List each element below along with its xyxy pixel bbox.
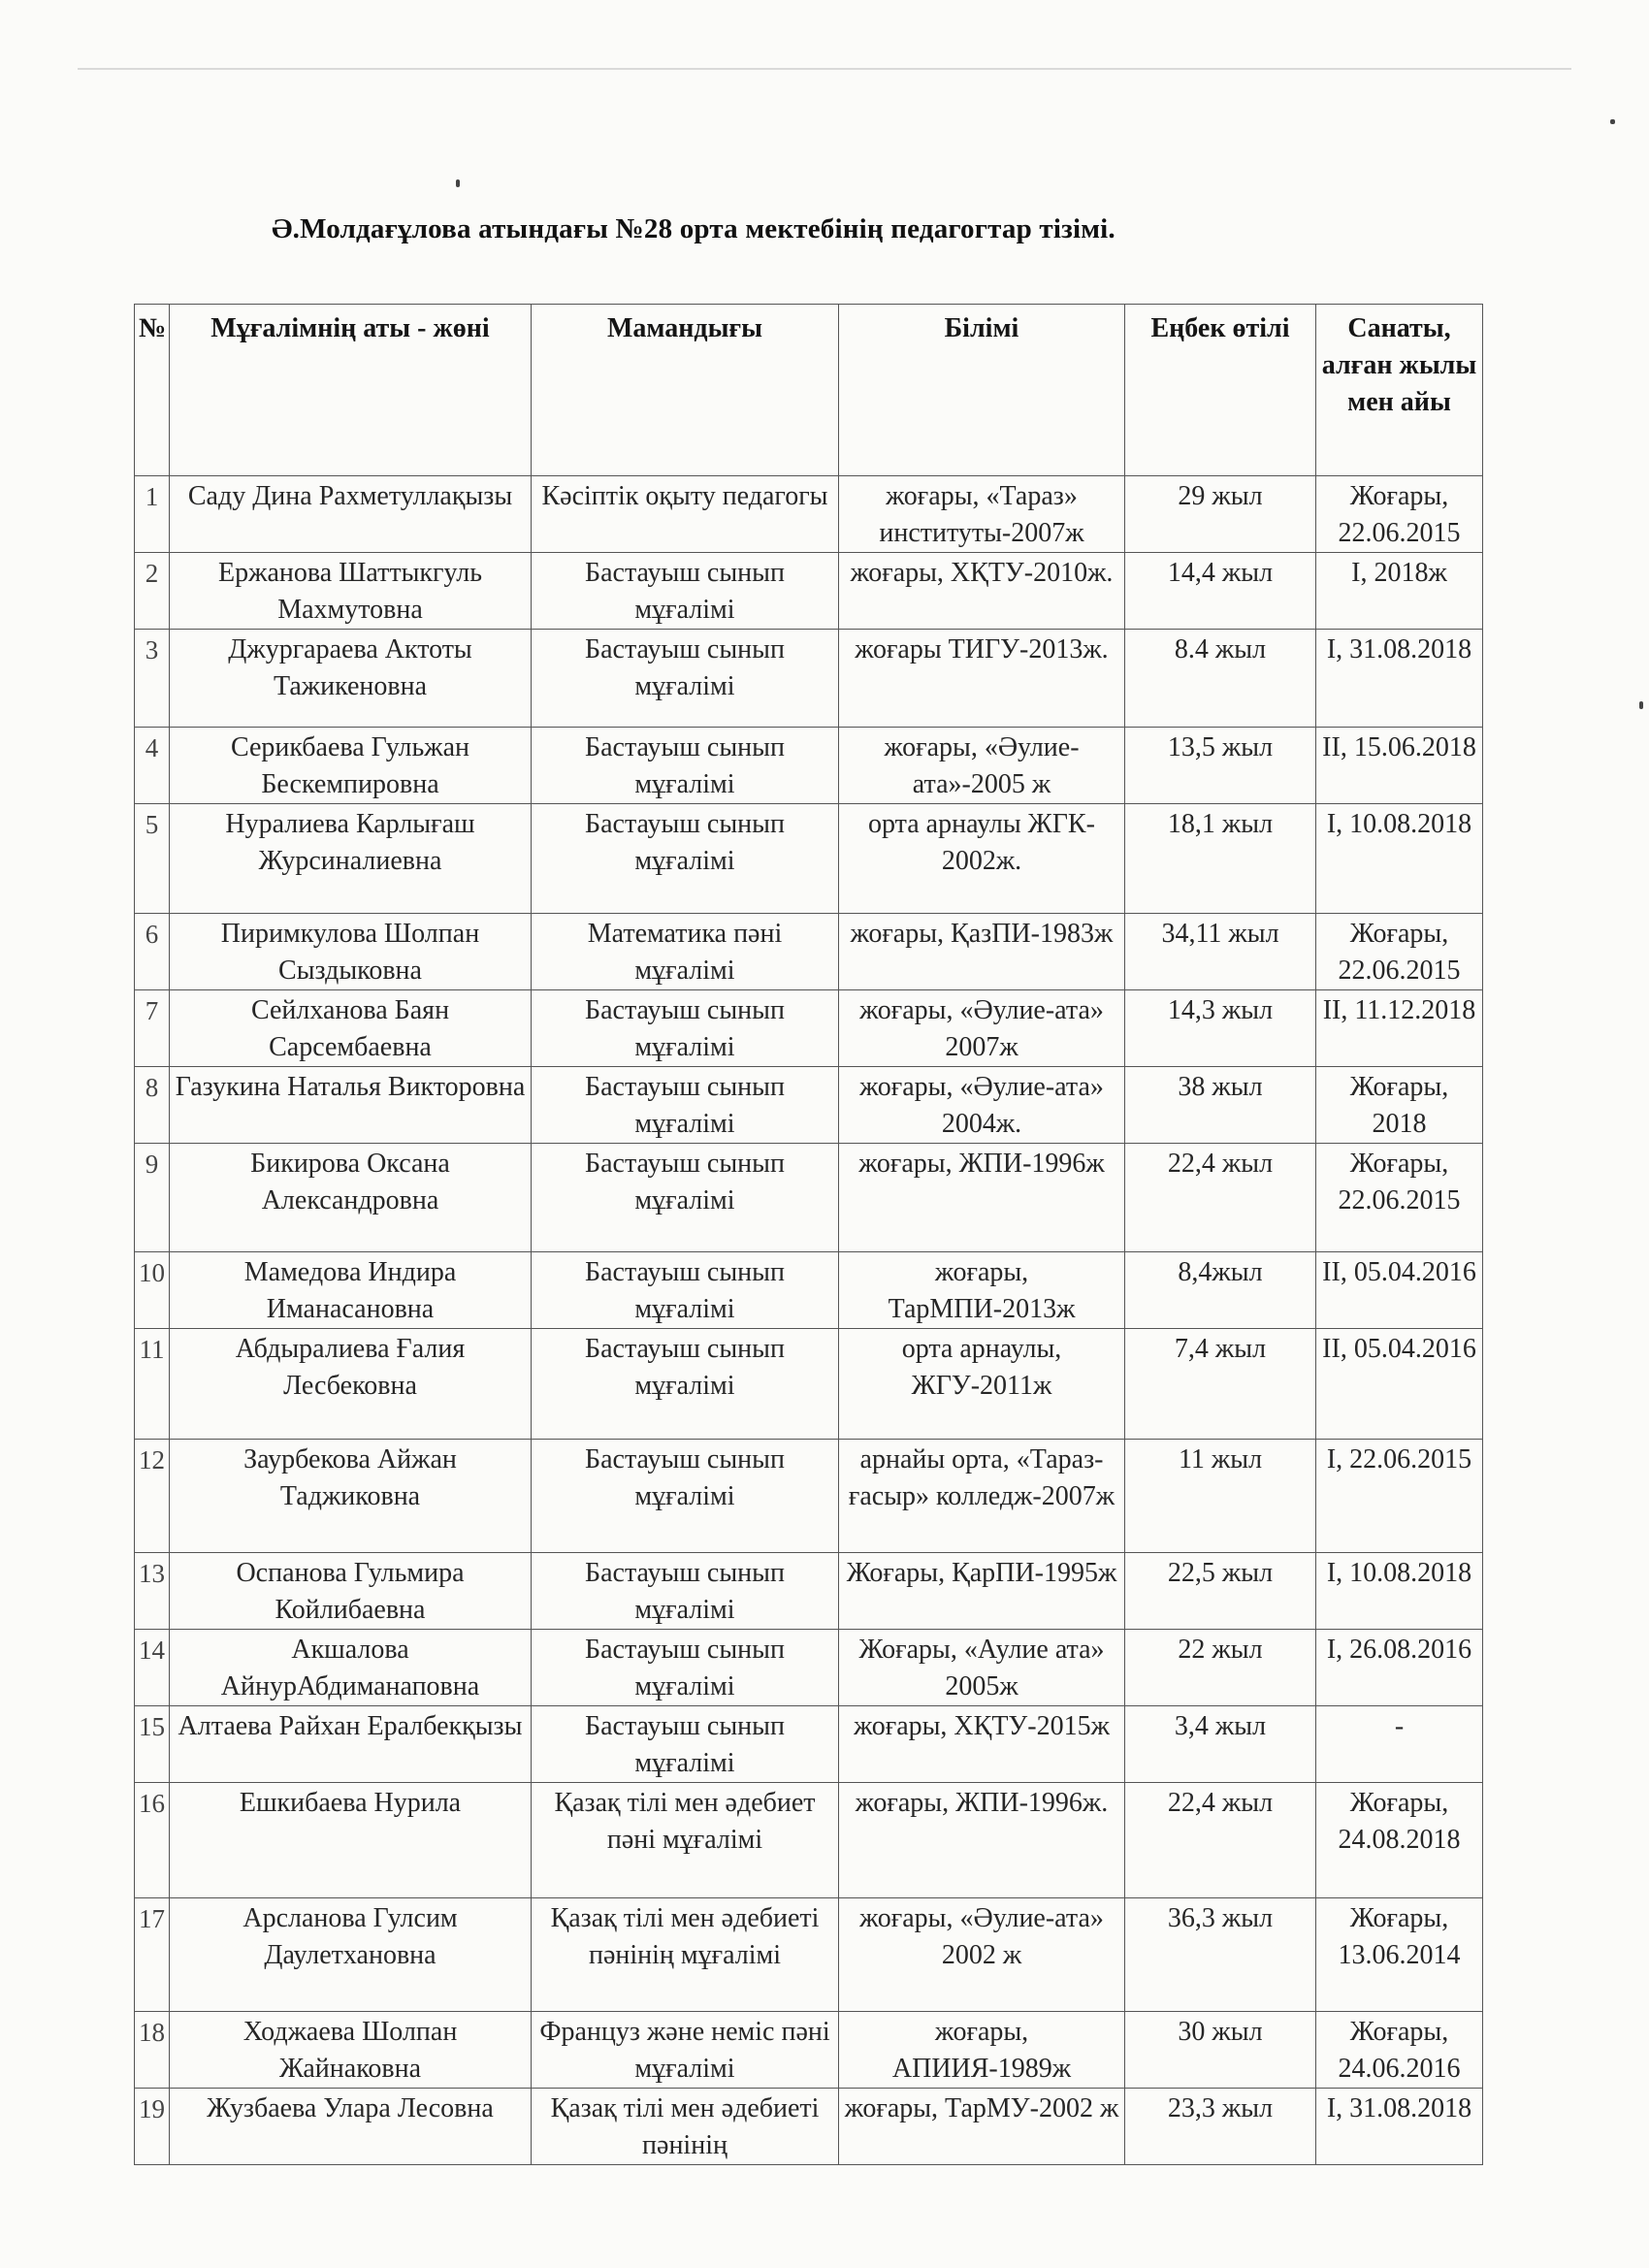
teacher-education: жоғары, ХҚТУ-2015ж <box>839 1706 1125 1783</box>
row-number: 15 <box>135 1706 170 1783</box>
teacher-experience: 22,4 жыл <box>1125 1144 1316 1252</box>
teacher-experience: 30 жыл <box>1125 2012 1316 2089</box>
teacher-education: жоғары, ЖПИ-1996ж. <box>839 1783 1125 1898</box>
teacher-category: І, 31.08.2018 <box>1316 2089 1483 2165</box>
scan-speck <box>1639 701 1643 709</box>
teacher-category: Жоғары, 13.06.2014 <box>1316 1898 1483 2012</box>
teacher-specialty: Математика пәні мұғалімі <box>532 914 839 990</box>
teacher-category: ІІ, 05.04.2016 <box>1316 1329 1483 1440</box>
header-category: Санаты, алған жылы мен айы <box>1316 305 1483 476</box>
teacher-experience: 22,5 жыл <box>1125 1553 1316 1630</box>
teacher-experience: 14,3 жыл <box>1125 990 1316 1067</box>
teacher-education: жоғары, ҚазПИ-1983ж <box>839 914 1125 990</box>
table-row <box>135 1329 1483 1440</box>
teacher-name: Заурбекова Айжан Таджиковна <box>170 1440 532 1553</box>
teacher-category: І, 2018ж <box>1316 553 1483 630</box>
row-number: 18 <box>135 2012 170 2089</box>
teacher-education: жоғары, ЖПИ-1996ж <box>839 1144 1125 1252</box>
teachers-table <box>134 304 1483 2165</box>
teacher-category: ІІ, 05.04.2016 <box>1316 1252 1483 1329</box>
scan-speck <box>1610 119 1615 124</box>
teacher-name: Жузбаева Улара Лесовна <box>170 2089 532 2165</box>
teacher-experience: 18,1 жыл <box>1125 804 1316 914</box>
teacher-category: І, 22.06.2015 <box>1316 1440 1483 1553</box>
page-top-rule <box>78 68 1571 70</box>
teacher-experience: 34,11 жыл <box>1125 914 1316 990</box>
teacher-category: Жоғары, 2018 <box>1316 1067 1483 1144</box>
row-number: 10 <box>135 1252 170 1329</box>
teacher-education: Жоғары, «Аулие ата» 2005ж <box>839 1630 1125 1706</box>
teacher-experience: 8.4 жыл <box>1125 630 1316 728</box>
teacher-specialty: Бастауыш сынып мұғалімі <box>532 630 839 728</box>
teacher-category: ІІ, 15.06.2018 <box>1316 728 1483 804</box>
teacher-specialty: Бастауыш сынып мұғалімі <box>532 1440 839 1553</box>
table-row <box>135 728 1483 804</box>
teacher-experience: 22 жыл <box>1125 1630 1316 1706</box>
table-row <box>135 476 1483 553</box>
row-number: 1 <box>135 476 170 553</box>
teacher-specialty: Бастауыш сынып мұғалімі <box>532 1067 839 1144</box>
teacher-experience: 29 жыл <box>1125 476 1316 553</box>
table-header-row <box>135 305 1483 476</box>
teacher-experience: 14,4 жыл <box>1125 553 1316 630</box>
scan-speck <box>456 179 460 187</box>
table-row <box>135 1144 1483 1252</box>
teacher-specialty: Қазақ тілі мен әдебиеті пәнінің <box>532 2089 839 2165</box>
teacher-education: жоғары, «Әулие-ата»-2005 ж <box>839 728 1125 804</box>
teacher-name: Ешкибаева Нурила <box>170 1783 532 1898</box>
teacher-name: Пиримкулова Шолпан Сыздыковна <box>170 914 532 990</box>
teacher-category: - <box>1316 1706 1483 1783</box>
row-number: 2 <box>135 553 170 630</box>
teacher-specialty: Бастауыш сынып мұғалімі <box>532 1252 839 1329</box>
teacher-specialty: Кәсіптік оқыту педагогы <box>532 476 839 553</box>
teacher-specialty: Бастауыш сынып мұғалімі <box>532 1329 839 1440</box>
teacher-category: І, 31.08.2018 <box>1316 630 1483 728</box>
table-row <box>135 914 1483 990</box>
teacher-category: І, 10.08.2018 <box>1316 1553 1483 1630</box>
teacher-education: жоғары, ТарМПИ-2013ж <box>839 1252 1125 1329</box>
teacher-name: Серикбаева Гульжан Бескемпировна <box>170 728 532 804</box>
table-body <box>135 476 1483 2165</box>
header-education: Білімі <box>839 305 1125 476</box>
teacher-category: Жоғары, 24.08.2018 <box>1316 1783 1483 1898</box>
teacher-category: І, 10.08.2018 <box>1316 804 1483 914</box>
table-row <box>135 553 1483 630</box>
teacher-education: Жоғары, ҚарПИ-1995ж <box>839 1553 1125 1630</box>
teacher-experience: 13,5 жыл <box>1125 728 1316 804</box>
teacher-education: жоғары, ХҚТУ-2010ж. <box>839 553 1125 630</box>
teacher-specialty: Бастауыш сынып мұғалімі <box>532 1553 839 1630</box>
teacher-specialty: Қазақ тілі мен әдебиет пәні мұғалімі <box>532 1783 839 1898</box>
row-number: 12 <box>135 1440 170 1553</box>
row-number: 9 <box>135 1144 170 1252</box>
teacher-name: Оспанова Гульмира Койлибаевна <box>170 1553 532 1630</box>
teacher-specialty: Бастауыш сынып мұғалімі <box>532 1144 839 1252</box>
table-row <box>135 1898 1483 2012</box>
teacher-specialty: Француз және неміс пәні мұғалімі <box>532 2012 839 2089</box>
row-number: 14 <box>135 1630 170 1706</box>
teacher-education: жоғары, «Әулие-ата» 2004ж. <box>839 1067 1125 1144</box>
row-number: 3 <box>135 630 170 728</box>
teacher-experience: 38 жыл <box>1125 1067 1316 1144</box>
header-experience: Еңбек өтілі <box>1125 305 1316 476</box>
teacher-education: жоғары, «Тараз» институты-2007ж <box>839 476 1125 553</box>
header-name: Мұғалімнің аты - жөні <box>170 305 532 476</box>
row-number: 16 <box>135 1783 170 1898</box>
table-row <box>135 2089 1483 2165</box>
teacher-specialty: Бастауыш сынып мұғалімі <box>532 728 839 804</box>
teacher-experience: 11 жыл <box>1125 1440 1316 1553</box>
teacher-category: І, 26.08.2016 <box>1316 1630 1483 1706</box>
teacher-education: жоғары, «Әулие-ата» 2002 ж <box>839 1898 1125 2012</box>
teacher-category: Жоғары, 24.06.2016 <box>1316 2012 1483 2089</box>
teacher-category: Жоғары, 22.06.2015 <box>1316 1144 1483 1252</box>
teacher-name: Газукина Наталья Викторовна <box>170 1067 532 1144</box>
teacher-name: Нуралиева Карлығаш Журсиналиевна <box>170 804 532 914</box>
table-row <box>135 630 1483 728</box>
table-row <box>135 1440 1483 1553</box>
teacher-education: жоғары, АПИИЯ-1989ж <box>839 2012 1125 2089</box>
row-number: 17 <box>135 1898 170 2012</box>
teacher-name: Сейлханова Баян Сарсембаевна <box>170 990 532 1067</box>
teacher-specialty: Бастауыш сынып мұғалімі <box>532 553 839 630</box>
teacher-name: Саду Дина Рахметуллақызы <box>170 476 532 553</box>
table-row <box>135 990 1483 1067</box>
teacher-specialty: Бастауыш сынып мұғалімі <box>532 1706 839 1783</box>
teacher-specialty: Бастауыш сынып мұғалімі <box>532 1630 839 1706</box>
teacher-name: Джургараева Актоты Тажикеновна <box>170 630 532 728</box>
teacher-category: Жоғары, 22.06.2015 <box>1316 914 1483 990</box>
teacher-name: Алтаева Райхан Ералбекқызы <box>170 1706 532 1783</box>
header-number: № <box>135 305 170 476</box>
document-title: Ә.Молдағұлова атындағы №28 орта мектебінің педагогтар тізімі. <box>272 213 1116 244</box>
teacher-experience: 23,3 жыл <box>1125 2089 1316 2165</box>
teacher-experience: 3,4 жыл <box>1125 1706 1316 1783</box>
teacher-specialty: Бастауыш сынып мұғалімі <box>532 990 839 1067</box>
table-row <box>135 1067 1483 1144</box>
table-row <box>135 1630 1483 1706</box>
table-row <box>135 1553 1483 1630</box>
teacher-category: ІІ, 11.12.2018 <box>1316 990 1483 1067</box>
row-number: 7 <box>135 990 170 1067</box>
header-specialty: Мамандығы <box>532 305 839 476</box>
teacher-education: жоғары, ТарМУ-2002 ж <box>839 2089 1125 2165</box>
table-row <box>135 1252 1483 1329</box>
teacher-experience: 8,4жыл <box>1125 1252 1316 1329</box>
teacher-category: Жоғары, 22.06.2015 <box>1316 476 1483 553</box>
teacher-education: жоғары ТИГУ-2013ж. <box>839 630 1125 728</box>
teacher-education: арнайы орта, «Тараз-ғасыр» колледж-2007ж <box>839 1440 1125 1553</box>
teacher-education: орта арнаулы ЖГК- 2002ж. <box>839 804 1125 914</box>
row-number: 8 <box>135 1067 170 1144</box>
row-number: 5 <box>135 804 170 914</box>
teacher-name: Арсланова Гулсим Даулетхановна <box>170 1898 532 2012</box>
teacher-name: Ержанова Шаттыкгуль Махмутовна <box>170 553 532 630</box>
teacher-experience: 22,4 жыл <box>1125 1783 1316 1898</box>
teacher-name: Абдыралиева Ғалия Лесбековна <box>170 1329 532 1440</box>
teacher-experience: 7,4 жыл <box>1125 1329 1316 1440</box>
teacher-education: орта арнаулы, ЖГУ-2011ж <box>839 1329 1125 1440</box>
teacher-education: жоғары, «Әулие-ата» 2007ж <box>839 990 1125 1067</box>
teacher-experience: 36,3 жыл <box>1125 1898 1316 2012</box>
table-row <box>135 2012 1483 2089</box>
teacher-name: Акшалова АйнурАбдиманаповна <box>170 1630 532 1706</box>
row-number: 4 <box>135 728 170 804</box>
teacher-name: Мамедова Индира Иманасановна <box>170 1252 532 1329</box>
teacher-specialty: Қазақ тілі мен әдебиеті пәнінің мұғалімі <box>532 1898 839 2012</box>
teacher-name: Ходжаева Шолпан Жайнаковна <box>170 2012 532 2089</box>
table-row <box>135 1783 1483 1898</box>
table-row <box>135 804 1483 914</box>
row-number: 6 <box>135 914 170 990</box>
teacher-specialty: Бастауыш сынып мұғалімі <box>532 804 839 914</box>
row-number: 13 <box>135 1553 170 1630</box>
row-number: 19 <box>135 2089 170 2165</box>
row-number: 11 <box>135 1329 170 1440</box>
table-row <box>135 1706 1483 1783</box>
teacher-name: Бикирова Оксана Александровна <box>170 1144 532 1252</box>
